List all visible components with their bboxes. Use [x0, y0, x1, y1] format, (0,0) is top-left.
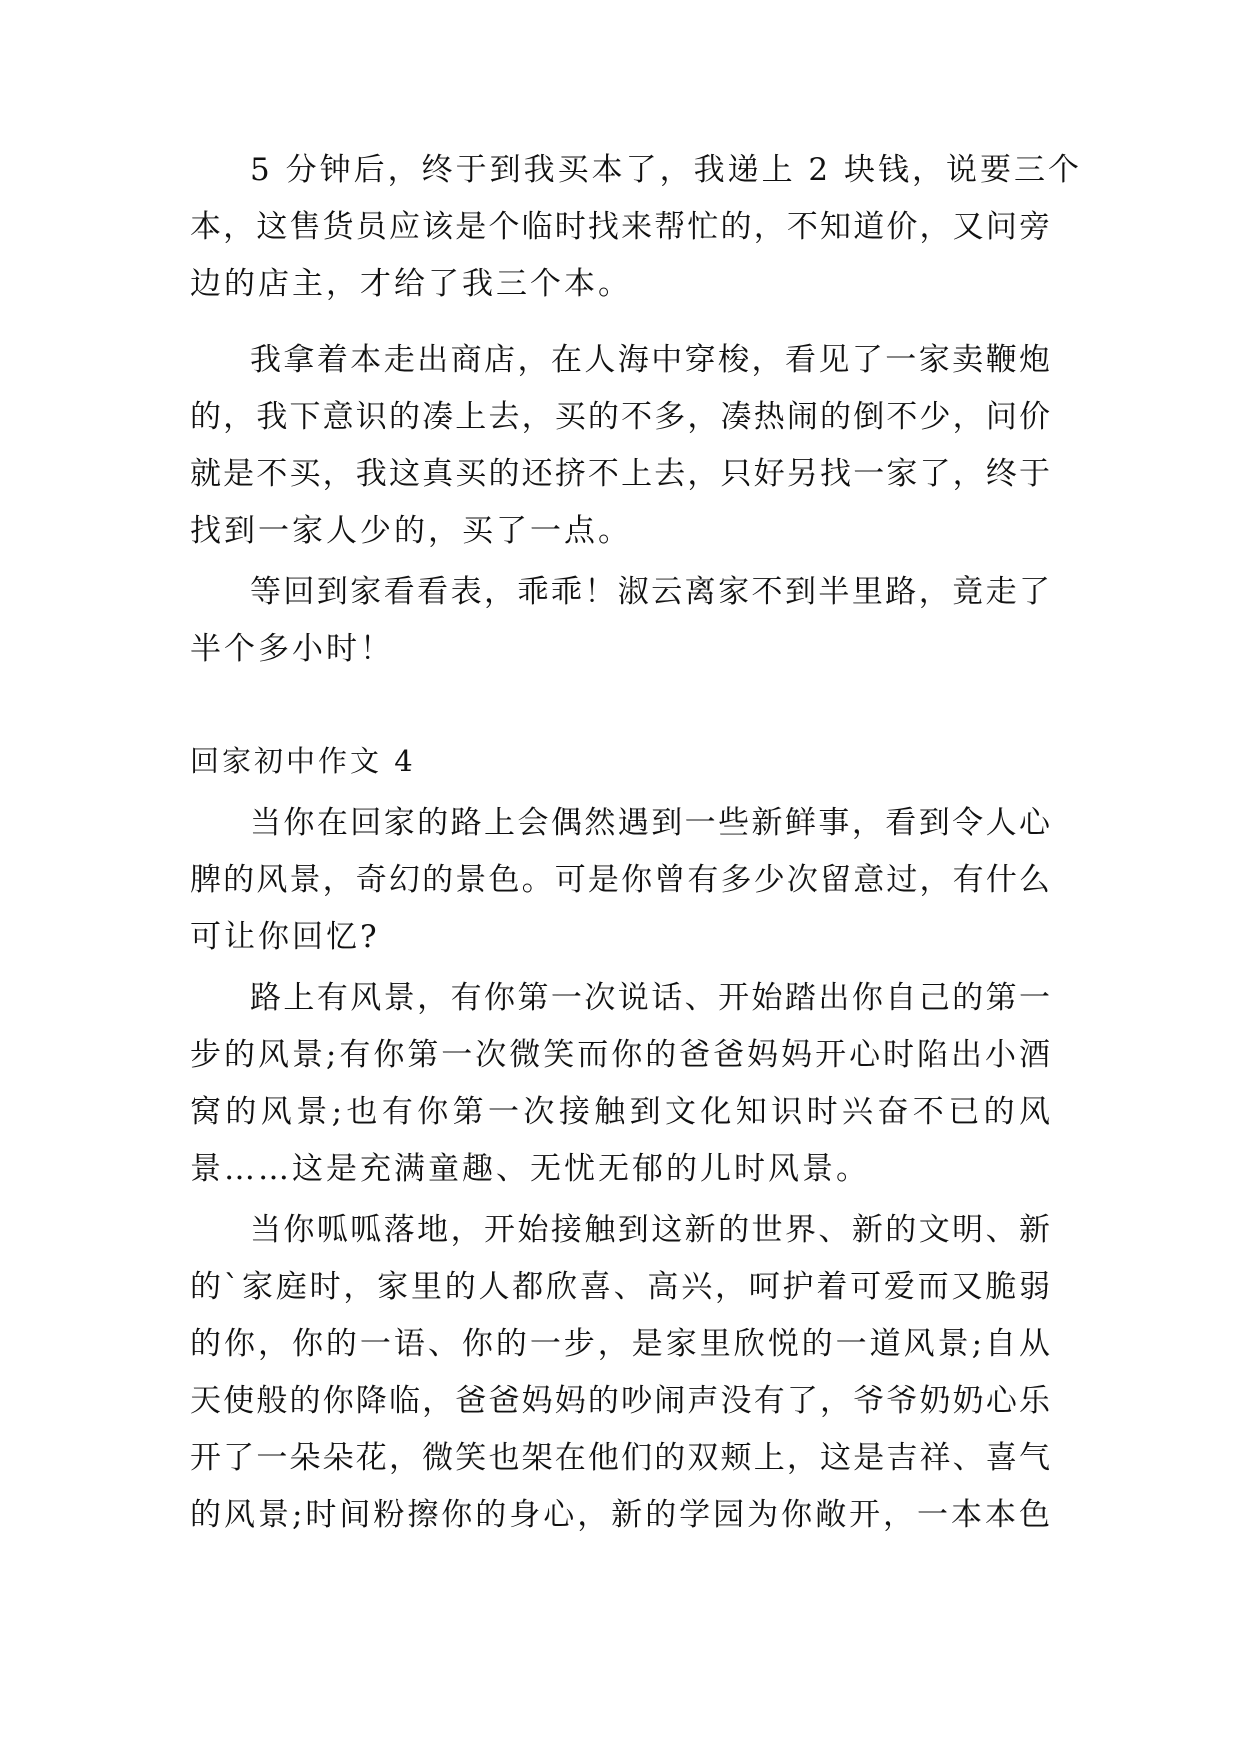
paragraph-5-line-3: 窝的风景;也有你第一次接触到文化知识时兴奋不已的风	[190, 1094, 1050, 1130]
paragraph-6-line-2: 的`家庭时，家里的人都欣喜、高兴，呵护着可爱而又脆弱	[190, 1269, 1050, 1305]
paragraph-4-line-1: 当你在回家的路上会偶然遇到一些新鲜事，看到令人心	[250, 805, 1050, 841]
paragraph-6-line-4: 天使般的你降临，爸爸妈妈的吵闹声没有了，爷爷奶奶心乐	[190, 1383, 1050, 1419]
paragraph-1-line-1: 5 分钟后，终于到我买本了，我递上 2 块钱，说要三个	[250, 152, 1083, 188]
section-heading: 回家初中作文 4	[190, 744, 416, 778]
paragraph-2-line-3: 就是不买，我这真买的还挤不上去，只好另找一家了，终于	[190, 456, 1050, 492]
paragraph-6-line-5: 开了一朵朵花，微笑也架在他们的双颊上，这是吉祥、喜气	[190, 1440, 1050, 1476]
paragraph-2-line-4: 找到一家人少的，买了一点。	[190, 513, 632, 549]
paragraph-5-line-2: 步的风景;有你第一次微笑而你的爸爸妈妈开心时陷出小酒	[190, 1037, 1050, 1073]
paragraph-6-line-6: 的风景;时间粉擦你的身心，新的学园为你敞开，一本本色	[190, 1497, 1050, 1533]
paragraph-1-line-3: 边的店主，才给了我三个本。	[190, 266, 632, 302]
paragraph-5-line-1: 路上有风景，有你第一次说话、开始踏出你自己的第一	[250, 980, 1050, 1016]
paragraph-5-line-4: 景……这是充满童趣、无忧无郁的儿时风景。	[190, 1151, 870, 1187]
paragraph-4-line-2: 脾的风景，奇幻的景色。可是你曾有多少次留意过，有什么	[190, 862, 1050, 898]
paragraph-3-line-2: 半个多小时！	[190, 631, 394, 667]
paragraph-6-line-3: 的你，你的一语、你的一步，是家里欣悦的一道风景;自从	[190, 1326, 1050, 1362]
paragraph-3-line-1: 等回到家看看表，乖乖！淑云离家不到半里路，竟走了	[250, 574, 1050, 610]
paragraph-1-line-2: 本，这售货员应该是个临时找来帮忙的，不知道价，又问旁	[190, 209, 1050, 245]
paragraph-6-line-1: 当你呱呱落地，开始接触到这新的世界、新的文明、新	[250, 1212, 1050, 1248]
paragraph-4-line-3: 可让你回忆?	[190, 919, 380, 955]
paragraph-2-line-2: 的，我下意识的凑上去，买的不多，凑热闹的倒不少，问价	[190, 399, 1050, 435]
paragraph-2-line-1: 我拿着本走出商店，在人海中穿梭，看见了一家卖鞭炮	[250, 342, 1050, 378]
